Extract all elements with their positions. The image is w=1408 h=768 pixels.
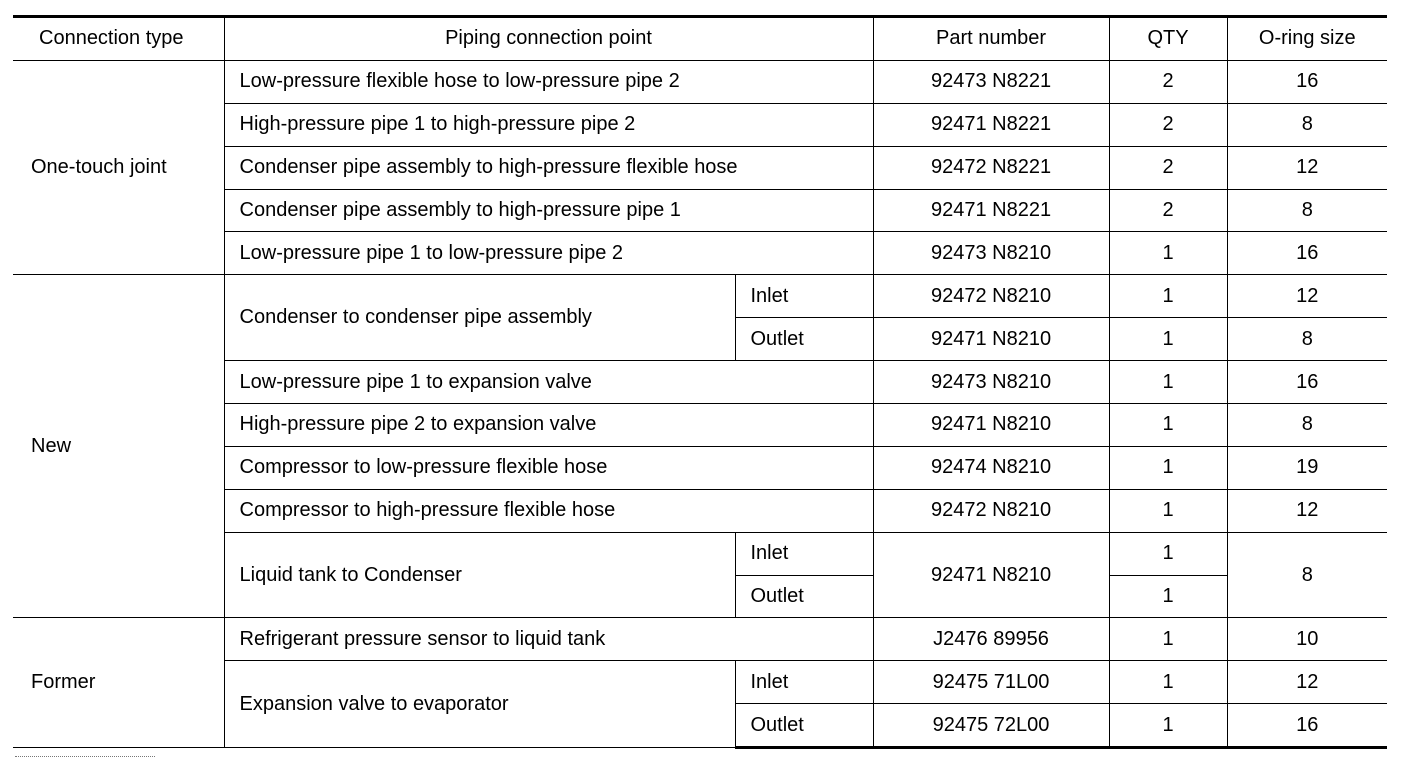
oring-size: 10 [1227, 618, 1387, 661]
header-connection-type: Connection type [13, 17, 224, 61]
header-oring-size: O-ring size [1227, 17, 1387, 61]
oring-size: 16 [1227, 232, 1387, 275]
oring-size: 8 [1227, 103, 1387, 146]
qty: 1 [1109, 661, 1227, 704]
outlet-label: Outlet [735, 575, 873, 618]
group-label-former: Former [13, 618, 224, 748]
part-number: 92474 N8210 [873, 446, 1109, 489]
qty: 2 [1109, 189, 1227, 232]
part-number: J2476 89956 [873, 618, 1109, 661]
qty: 1 [1109, 446, 1227, 489]
piping-point: Low-pressure pipe 1 to expansion valve [224, 361, 873, 404]
part-number: 92473 N8210 [873, 361, 1109, 404]
part-number: 92473 N8210 [873, 232, 1109, 275]
part-number: 92472 N8210 [873, 275, 1109, 318]
group-label-new: New [13, 275, 224, 618]
qty: 2 [1109, 60, 1227, 103]
header-piping-point: Piping connection point [224, 17, 873, 61]
piping-point: Low-pressure flexible hose to low-pressure pipe 2 [224, 60, 873, 103]
inlet-label: Inlet [735, 661, 873, 704]
header-qty: QTY [1109, 17, 1227, 61]
part-number: 92471 N8221 [873, 103, 1109, 146]
piping-point: High-pressure pipe 2 to expansion valve [224, 404, 873, 447]
oring-size: 12 [1227, 146, 1387, 189]
piping-point: Refrigerant pressure sensor to liquid tank [224, 618, 873, 661]
qty: 1 [1109, 618, 1227, 661]
qty: 1 [1109, 404, 1227, 447]
qty: 1 [1109, 318, 1227, 361]
table-row [13, 275, 1387, 318]
qty: 1 [1109, 704, 1227, 748]
inlet-label: Inlet [735, 532, 873, 575]
oring-size: 8 [1227, 532, 1387, 618]
parts-table [13, 15, 1387, 749]
qty: 2 [1109, 146, 1227, 189]
qty: 1 [1109, 361, 1227, 404]
piping-point: Low-pressure pipe 1 to low-pressure pipe 2 [224, 232, 873, 275]
qty: 2 [1109, 103, 1227, 146]
oring-size: 8 [1227, 404, 1387, 447]
qty: 1 [1109, 575, 1227, 618]
piping-point: Compressor to high-pressure flexible hose [224, 489, 873, 532]
inlet-label: Inlet [735, 275, 873, 318]
oring-size: 12 [1227, 275, 1387, 318]
oring-size: 12 [1227, 661, 1387, 704]
part-number: 92471 N8210 [873, 404, 1109, 447]
footnote-mark [15, 756, 155, 760]
outlet-label: Outlet [735, 318, 873, 361]
group-label-one-touch: One-touch joint [13, 60, 224, 274]
part-number: 92475 72L00 [873, 704, 1109, 748]
part-number: 92475 71L00 [873, 661, 1109, 704]
part-number: 92471 N8221 [873, 189, 1109, 232]
piping-point: Condenser to condenser pipe assembly [224, 275, 735, 361]
oring-size: 12 [1227, 489, 1387, 532]
part-number: 92473 N8221 [873, 60, 1109, 103]
oring-size: 19 [1227, 446, 1387, 489]
qty: 1 [1109, 275, 1227, 318]
piping-point: High-pressure pipe 1 to high-pressure pipe 2 [224, 103, 873, 146]
header-row [13, 17, 1387, 61]
oring-size: 8 [1227, 318, 1387, 361]
piping-point: Condenser pipe assembly to high-pressure flexible hose [224, 146, 873, 189]
oring-size: 8 [1227, 189, 1387, 232]
part-number: 92472 N8210 [873, 489, 1109, 532]
oring-size: 16 [1227, 704, 1387, 748]
table-row [13, 618, 1387, 661]
outlet-label: Outlet [735, 704, 873, 748]
piping-point: Compressor to low-pressure flexible hose [224, 446, 873, 489]
qty: 1 [1109, 532, 1227, 575]
piping-point: Liquid tank to Condenser [224, 532, 735, 618]
header-part-number: Part number [873, 17, 1109, 61]
part-number: 92472 N8221 [873, 146, 1109, 189]
piping-point: Expansion valve to evaporator [224, 661, 735, 748]
table-row [13, 60, 1387, 103]
oring-size: 16 [1227, 361, 1387, 404]
part-number: 92471 N8210 [873, 318, 1109, 361]
part-number: 92471 N8210 [873, 532, 1109, 618]
qty: 1 [1109, 232, 1227, 275]
piping-point: Condenser pipe assembly to high-pressure pipe 1 [224, 189, 873, 232]
oring-size: 16 [1227, 60, 1387, 103]
qty: 1 [1109, 489, 1227, 532]
